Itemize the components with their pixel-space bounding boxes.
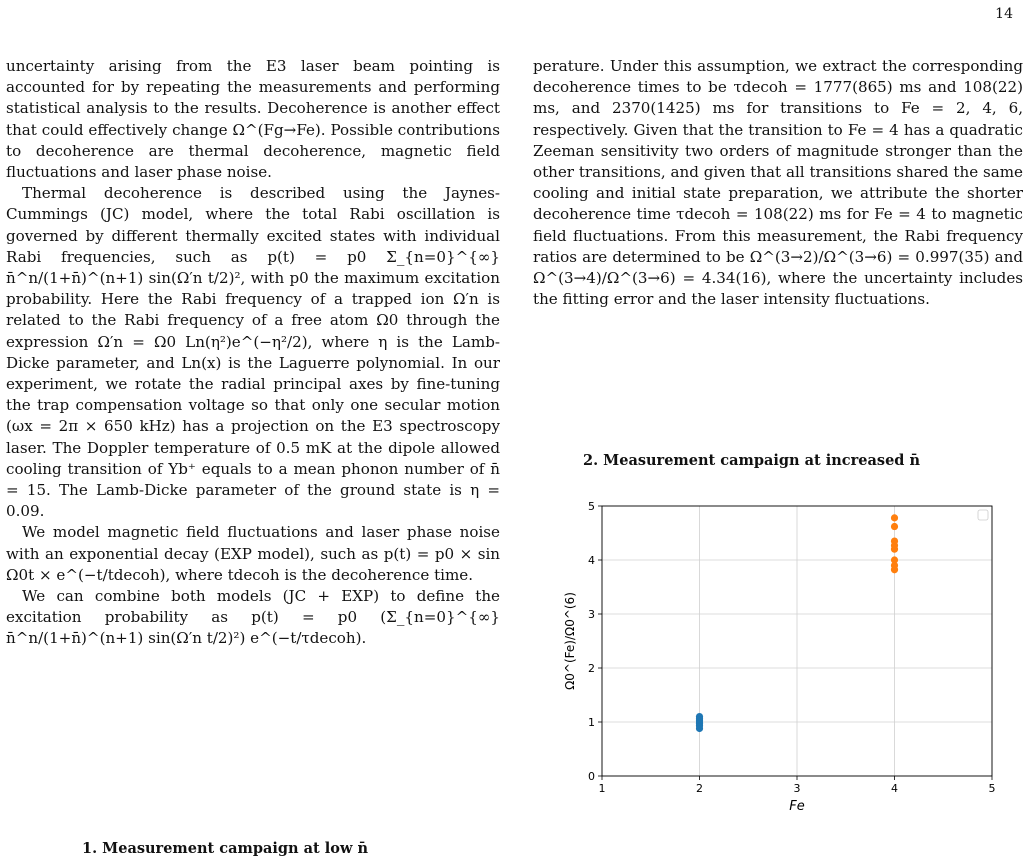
left-column <box>6 56 500 650</box>
y-tick-label: 0 <box>588 770 595 783</box>
left-paragraph-3: We model magnetic field fluctuations and laser phase noise with an exponential decay (EXP model), such as p(t) = p0 × sin Ω0t × e^(−t/tdecoh), where tdecoh is the decoherence time. <box>6 523 500 584</box>
y-axis-label: Ω0^(Fe)/Ω0^(6) <box>563 592 577 690</box>
x-tick-label: 5 <box>988 782 996 795</box>
data-point <box>891 538 898 545</box>
rabi-ratio-figure <box>562 496 1002 821</box>
left-paragraph-4: We can combine both models (JC + EXP) to define the excitation probability as p(t) = p0 (Σ_{n=0}^{∞} n̄^n/(1+n̄)^(n+1) sin(Ω′n t/2)²) e^(−t/τdecoh). <box>6 587 500 648</box>
data-point <box>891 514 898 521</box>
y-tick-label: 4 <box>588 554 595 567</box>
right-column <box>533 56 1023 310</box>
y-tick-label: 3 <box>588 608 595 621</box>
left-paragraph-2: Thermal decoherence is described using the Jaynes-Cummings (JC) model, where the total Rabi oscillation is governed by different thermally excited states with individual Rabi frequencies, such as p(t) = p0 Σ_{n=0}^{∞} n̄^n/(1+n̄)^(n+1) sin(Ω′n t/2)², with p0 the maximum excitation probability. Here the Rabi frequency of a trapped ion Ω′n is related to the Rabi frequency of a free atom Ω0 through the expression Ω′n = Ω0 Ln(η²)e^(−η²/2), where η is the Lamb-Dicke parameter, and Ln(x) is the Laguerre polynomial. In our experiment, we rotate the radial principal axes by fine-tuning the trap compensation voltage so that only one secular motion (ωx = 2π × 650 kHz) has a projection on the E3 spectroscopy laser. The Doppler temperature of 0.5 mK at the dipole allowed cooling transition of Yb⁺ equals to a mean phonon number of n̄ = 15. The Lamb-Dicke parameter of the ground state is η = 0.09. <box>6 184 500 521</box>
page-number: 14 <box>995 6 1013 22</box>
x-tick-label: 1 <box>598 782 606 795</box>
scatter-chart <box>562 496 1002 821</box>
y-tick-label: 1 <box>588 716 595 729</box>
data-point <box>891 523 898 530</box>
x-tick-label: 2 <box>696 782 703 795</box>
data-point <box>696 713 703 720</box>
left-paragraph-1: uncertainty arising from the E3 laser beam pointing is accounted for by repeating the measurements and performing statistical analysis to the results. Decoherence is another effect that could effectively change Ω^(Fg→Fe). Possible contributions to decoherence are thermal decoherence, magnetic field fluctuations and laser phase noise. <box>6 57 500 182</box>
x-tick-label: 4 <box>891 782 898 795</box>
section-heading-increased-nbar: 2. Measurement campaign at increased n̄ <box>583 452 921 469</box>
section-heading-low-nbar: 1. Measurement campaign at low n̄ <box>82 840 369 857</box>
x-tick-label: 3 <box>793 782 801 795</box>
data-point <box>891 556 898 563</box>
x-axis-label: Fe <box>789 799 805 814</box>
empty-legend-box <box>978 510 988 520</box>
right-paragraph-1: perature. Under this assumption, we extract the corresponding decoherence times to be τdecoh = 1777(865) ms and 108(22) ms, and 2370(1425) ms for transitions to Fe = 2, 4, 6, respectively. Given that the transition to Fe = 4 has a quadratic Zeeman sensitivity two orders of magnitude stronger than the other transitions, and given that all transitions shared the same cooling and initial state preparation, we attribute the shorter decoherence time τdecoh = 108(22) ms for Fe = 4 to magnetic field fluctuations. From this measurement, the Rabi frequency ratios are determined to be Ω^(3→2)/Ω^(3→6) = 0.997(35) and Ω^(3→4)/Ω^(3→6) = 4.34(16), where the uncertainty includes the fitting error and the laser intensity fluctuations. <box>533 57 1023 309</box>
y-tick-label: 2 <box>588 662 595 675</box>
y-tick-label: 5 <box>588 500 595 513</box>
